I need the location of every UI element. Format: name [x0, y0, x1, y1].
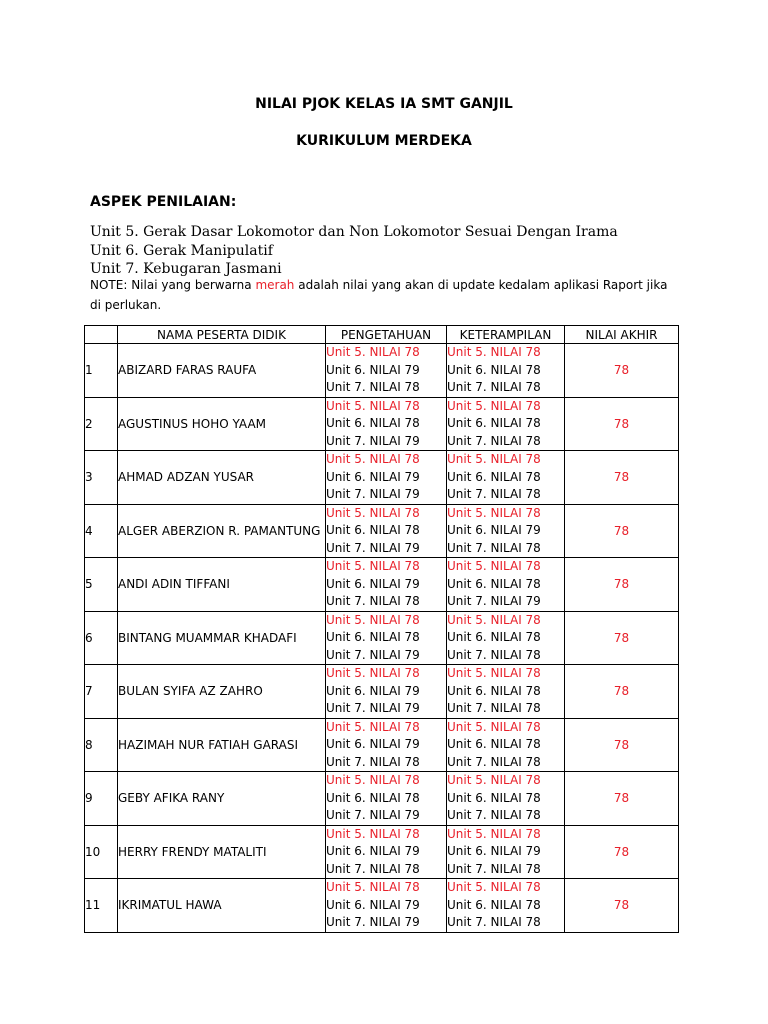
unit-score: Unit 6. NILAI 78: [447, 362, 541, 377]
unit-score: Unit 7. NILAI 78: [447, 433, 541, 448]
unit-score: Unit 5. NILAI 78: [447, 398, 541, 413]
row-number: 6: [85, 611, 118, 665]
student-name: ALGER ABERZION R. PAMANTUNG: [118, 504, 326, 558]
unit-score: Unit 5. NILAI 78: [447, 452, 541, 466]
header-nama: NAMA PESERTA DIDIK: [118, 326, 326, 344]
unit-score: Unit 6. NILAI 78: [447, 897, 541, 912]
unit-score: Unit 7. NILAI 78: [326, 754, 420, 769]
unit-score: Unit 5. NILAI 78: [326, 773, 420, 787]
table-row: [85, 451, 679, 505]
unit-score: Unit 7. NILAI 78: [447, 701, 541, 715]
note-prefix: NOTE: Nilai yang berwarna: [90, 278, 256, 292]
row-number: 11: [85, 879, 118, 933]
unit-score: Unit 6. NILAI 79: [326, 897, 420, 912]
keterampilan-cell: [447, 451, 565, 505]
unit-score: Unit 7. NILAI 78: [447, 487, 541, 501]
final-score: 78: [565, 451, 679, 505]
unit-score: Unit 6. NILAI 79: [326, 737, 420, 751]
student-name: AHMAD ADZAN YUSAR: [118, 451, 326, 505]
keterampilan-cell: [447, 879, 565, 933]
unit-score: Unit 7. NILAI 79: [326, 915, 420, 929]
unit-score: Unit 6. NILAI 79: [326, 469, 420, 484]
unit-score: Unit 5. NILAI 78: [326, 666, 420, 680]
unit-score: Unit 5. NILAI 78: [326, 880, 420, 894]
table-row: [85, 397, 679, 451]
grades-table: [84, 325, 679, 933]
final-score: 78: [565, 504, 679, 558]
unit-score: Unit 5. NILAI 78: [447, 612, 541, 627]
unit-score: Unit 7. NILAI 79: [326, 540, 420, 555]
pengetahuan-cell: [326, 558, 447, 612]
keterampilan-cell: [447, 558, 565, 612]
table-row: [85, 665, 679, 719]
unit-score: Unit 7. NILAI 79: [326, 487, 420, 501]
unit-score: Unit 7. NILAI 78: [326, 594, 420, 608]
keterampilan-cell: [447, 611, 565, 665]
unit-score: Unit 5. NILAI 78: [447, 666, 541, 680]
final-score: 78: [565, 558, 679, 612]
unit-score: Unit 5. NILAI 78: [326, 559, 420, 573]
pengetahuan-cell: [326, 611, 447, 665]
header-pengetahuan: PENGETAHUAN: [326, 326, 447, 344]
student-name: HERRY FRENDY MATALITI: [118, 825, 326, 879]
note-highlight: merah: [255, 278, 295, 292]
table-row: [85, 611, 679, 665]
page-subtitle: KURIKULUM MERDEKA: [296, 133, 472, 149]
row-number: 3: [85, 451, 118, 505]
final-score: 78: [565, 718, 679, 772]
unit-score: Unit 6. NILAI 78: [447, 683, 541, 698]
final-score: 78: [565, 611, 679, 665]
unit-item: Unit 5. Gerak Dasar Lokomotor dan Non Lokomotor Sesuai Dengan Irama: [90, 224, 618, 240]
unit-score: Unit 5. NILAI 78: [326, 612, 420, 627]
student-name: GEBY AFIKA RANY: [118, 772, 326, 826]
unit-score: Unit 6. NILAI 79: [447, 523, 541, 537]
pengetahuan-cell: [326, 344, 447, 398]
table-row: [85, 825, 679, 879]
pengetahuan-cell: [326, 504, 447, 558]
row-number: 10: [85, 825, 118, 879]
table-row: [85, 718, 679, 772]
pengetahuan-cell: [326, 451, 447, 505]
header-keterampilan: KETERAMPILAN: [447, 326, 565, 344]
unit-score: Unit 7. NILAI 78: [447, 647, 541, 662]
unit-score: Unit 7. NILAI 78: [326, 380, 420, 394]
final-score: 78: [565, 772, 679, 826]
unit-score: Unit 6. NILAI 78: [447, 790, 541, 805]
student-name: ABIZARD FARAS RAUFA: [118, 344, 326, 398]
table-row: [85, 344, 679, 398]
keterampilan-cell: [447, 344, 565, 398]
unit-score: Unit 7. NILAI 78: [447, 540, 541, 555]
keterampilan-cell: [447, 718, 565, 772]
student-name: AGUSTINUS HOHO YAAM: [118, 397, 326, 451]
student-name: IKRIMATUL HAWA: [118, 879, 326, 933]
unit-score: Unit 5. NILAI 78: [447, 880, 541, 894]
row-number: 5: [85, 558, 118, 612]
pengetahuan-cell: [326, 397, 447, 451]
unit-score: Unit 6. NILAI 78: [326, 523, 420, 537]
unit-score: Unit 5. NILAI 78: [447, 826, 541, 841]
row-number: 8: [85, 718, 118, 772]
unit-score: Unit 5. NILAI 78: [326, 452, 420, 466]
unit-score: Unit 7. NILAI 79: [326, 647, 420, 662]
unit-score: Unit 6. NILAI 78: [326, 630, 420, 644]
final-score: 78: [565, 879, 679, 933]
unit-score: Unit 6. NILAI 78: [447, 630, 541, 644]
row-number: 1: [85, 344, 118, 398]
unit-score: Unit 6. NILAI 78: [447, 576, 541, 591]
table-row: [85, 879, 679, 933]
student-name: ANDI ADIN TIFFANI: [118, 558, 326, 612]
keterampilan-cell: [447, 397, 565, 451]
unit-score: Unit 6. NILAI 79: [326, 844, 420, 858]
row-number: 7: [85, 665, 118, 719]
unit-score: Unit 7. NILAI 78: [447, 380, 541, 394]
unit-score: Unit 6. NILAI 79: [447, 844, 541, 858]
unit-score: Unit 7. NILAI 78: [447, 808, 541, 822]
unit-score: Unit 5. NILAI 78: [326, 826, 420, 841]
pengetahuan-cell: [326, 665, 447, 719]
unit-item: Unit 7. Kebugaran Jasmani: [90, 261, 282, 277]
pengetahuan-cell: [326, 879, 447, 933]
row-number: 2: [85, 397, 118, 451]
unit-score: Unit 6. NILAI 78: [447, 469, 541, 484]
unit-score: Unit 6. NILAI 79: [326, 683, 420, 698]
unit-score: Unit 5. NILAI 78: [326, 345, 420, 359]
unit-score: Unit 5. NILAI 78: [326, 719, 420, 734]
unit-score: Unit 6. NILAI 78: [447, 416, 541, 430]
keterampilan-cell: [447, 772, 565, 826]
unit-score: Unit 5. NILAI 78: [447, 773, 541, 787]
unit-score: Unit 5. NILAI 78: [447, 719, 541, 734]
pengetahuan-cell: [326, 825, 447, 879]
unit-score: Unit 7. NILAI 78: [326, 861, 420, 876]
keterampilan-cell: [447, 504, 565, 558]
unit-score: Unit 6. NILAI 78: [326, 790, 420, 805]
final-score: 78: [565, 397, 679, 451]
unit-score: Unit 7. NILAI 78: [447, 754, 541, 769]
keterampilan-cell: [447, 665, 565, 719]
page-title: NILAI PJOK KELAS IA SMT GANJIL: [255, 96, 513, 112]
table-row: [85, 772, 679, 826]
final-score: 78: [565, 344, 679, 398]
student-name: BINTANG MUAMMAR KHADAFI: [118, 611, 326, 665]
unit-item: Unit 6. Gerak Manipulatif: [90, 242, 273, 259]
unit-list: [90, 223, 618, 279]
unit-score: Unit 6. NILAI 79: [326, 576, 420, 591]
table-row: [85, 504, 679, 558]
note-text: [90, 276, 670, 315]
unit-score: Unit 7. NILAI 79: [326, 701, 420, 715]
header-no: [85, 326, 118, 344]
unit-score: Unit 7. NILAI 78: [447, 915, 541, 929]
unit-score: Unit 7. NILAI 78: [447, 861, 541, 876]
header-nilai-akhir: NILAI AKHIR: [565, 326, 679, 344]
row-number: 4: [85, 504, 118, 558]
note-suffix: adalah nilai yang akan di update kedalam aplikasi Raport jika di perlukan.: [90, 278, 668, 312]
unit-score: Unit 6. NILAI 79: [326, 362, 420, 377]
unit-score: Unit 6. NILAI 78: [447, 737, 541, 751]
final-score: 78: [565, 825, 679, 879]
aspek-heading: ASPEK PENILAIAN:: [90, 194, 237, 210]
unit-score: Unit 5. NILAI 78: [447, 345, 541, 359]
table-header-row: [85, 326, 679, 344]
keterampilan-cell: [447, 825, 565, 879]
unit-score: Unit 5. NILAI 78: [447, 559, 541, 573]
pengetahuan-cell: [326, 772, 447, 826]
unit-score: Unit 7. NILAI 79: [447, 594, 541, 608]
unit-score: Unit 6. NILAI 78: [326, 416, 420, 430]
unit-score: Unit 7. NILAI 79: [326, 433, 420, 448]
unit-score: Unit 7. NILAI 79: [326, 808, 420, 822]
row-number: 9: [85, 772, 118, 826]
pengetahuan-cell: [326, 718, 447, 772]
final-score: 78: [565, 665, 679, 719]
unit-score: Unit 5. NILAI 78: [326, 505, 420, 520]
student-name: HAZIMAH NUR FATIAH GARASI: [118, 718, 326, 772]
unit-score: Unit 5. NILAI 78: [326, 398, 420, 413]
student-name: BULAN SYIFA AZ ZAHRO: [118, 665, 326, 719]
unit-score: Unit 5. NILAI 78: [447, 505, 541, 520]
table-row: [85, 558, 679, 612]
